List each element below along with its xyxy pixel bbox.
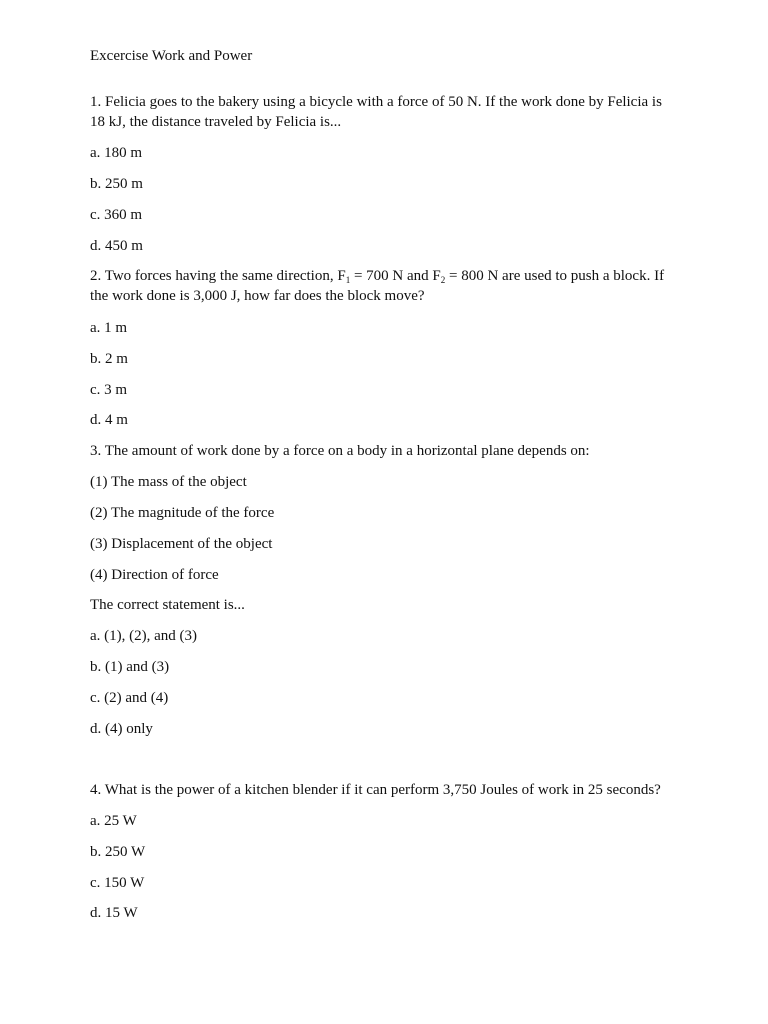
question-2-option-c: c. 3 m — [90, 382, 128, 398]
question-1-option-b: b. 250 m — [90, 176, 143, 192]
question-4-option-c: c. 150 W — [90, 875, 145, 891]
question-3-statement-3: (3) Displacement of the object — [90, 536, 273, 552]
question-4-option-a: a. 25 W — [90, 813, 137, 829]
question-3-statement-1: (1) The mass of the object — [90, 474, 247, 490]
question-2-text-part3: = 800 N are used to push a block. If the work done is 3,000 J, how far does the block move? — [90, 268, 665, 304]
question-3-option-c: c. (2) and (4) — [90, 690, 169, 706]
question-4-text: 4. What is the power of a kitchen blender if it can perform 3,750 Joules of work in 25 seconds? — [90, 782, 661, 798]
question-2-subscript-2: 2 — [440, 275, 446, 285]
question-3-statement-2: (2) The magnitude of the force — [90, 505, 275, 521]
question-3-option-d: d. (4) only — [90, 721, 153, 737]
question-2-subscript-1: 1 — [345, 275, 351, 285]
question-3-statement-4: (4) Direction of force — [90, 567, 219, 583]
question-1-option-a: a. 180 m — [90, 145, 143, 161]
question-1-option-c: c. 360 m — [90, 207, 143, 223]
question-1-option-d: d. 450 m — [90, 238, 143, 254]
question-4-option-b: b. 250 W — [90, 844, 146, 860]
document-page — [90, 0, 680, 1024]
question-4-option-d: d. 15 W — [90, 905, 138, 921]
question-3-text: 3. The amount of work done by a force on a body in a horizontal plane depends on: — [90, 443, 590, 459]
question-1-text: 1. Felicia goes to the bakery using a bicycle with a force of 50 N. If the work done by Felicia is 18 kJ, the distance traveled by Felicia is... — [90, 94, 662, 130]
question-2-option-b: b. 2 m — [90, 351, 128, 367]
question-3-option-b: b. (1) and (3) — [90, 659, 170, 675]
question-2-text — [90, 266, 680, 306]
question-2-option-d: d. 4 m — [90, 412, 128, 428]
question-2-text-part2: = 700 N and F — [350, 268, 441, 284]
question-3-prompt: The correct statement is... — [90, 597, 245, 613]
question-3-option-a: a. (1), (2), and (3) — [90, 628, 198, 644]
document-title: Excercise Work and Power — [90, 48, 253, 64]
question-2-option-a: a. 1 m — [90, 320, 128, 336]
question-2-text-part1: 2. Two forces having the same direction, F — [90, 268, 346, 284]
